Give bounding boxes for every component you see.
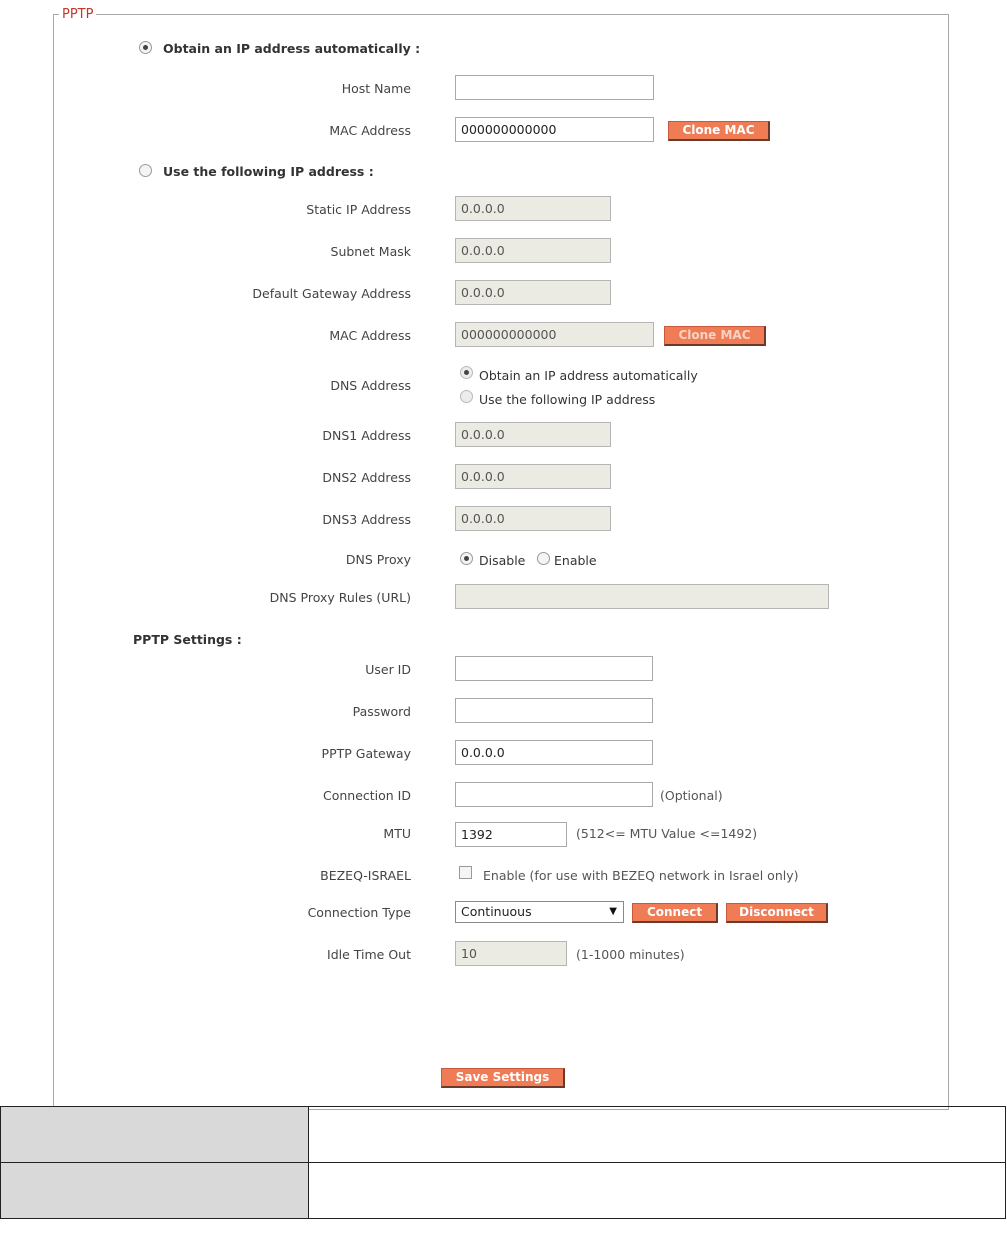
mtu-label: MTU [383, 826, 411, 841]
connection-id-label: Connection ID [322, 788, 411, 803]
pptp-settings-heading: PPTP Settings : [133, 632, 242, 647]
bezeq-enable-checkbox[interactable] [459, 866, 472, 879]
dns-proxy-rules-input[interactable] [455, 584, 829, 609]
dns-auto-radio[interactable] [460, 366, 473, 379]
table-value-cell [309, 1163, 1006, 1219]
host-name-input[interactable] [455, 75, 654, 100]
static-mac-label: MAC Address [329, 328, 411, 343]
description-table [0, 1106, 1006, 1219]
idle-timeout-label: Idle Time Out [327, 947, 411, 962]
password-label: Password [352, 704, 411, 719]
connection-type-label: Connection Type [307, 905, 411, 920]
subnet-mask-input[interactable] [455, 238, 611, 263]
mac-address-label: MAC Address [329, 123, 411, 138]
clone-mac-button[interactable]: Clone MAC [668, 121, 770, 141]
dns-proxy-enable-text: Enable [554, 553, 597, 568]
dns2-label: DNS2 Address [322, 470, 411, 485]
mac-address-input[interactable] [455, 117, 654, 142]
bezeq-israel-label: BEZEQ-ISRAEL [320, 868, 411, 883]
wan-static-radio[interactable] [139, 164, 152, 177]
user-id-input[interactable] [455, 656, 653, 681]
wan-static-label: Use the following IP address : [163, 164, 374, 179]
connection-type-value: Continuous [461, 904, 532, 919]
dns-auto-text: Obtain an IP address automatically [479, 368, 698, 383]
dns-proxy-disable-text: Disable [479, 553, 526, 568]
frame-right-border [948, 611, 949, 1110]
table-key-cell [1, 1107, 309, 1163]
disconnect-button[interactable]: Disconnect [726, 903, 828, 923]
default-gateway-label: Default Gateway Address [252, 286, 411, 301]
static-ip-input[interactable] [455, 196, 611, 221]
idle-timeout-note: (1-1000 minutes) [576, 947, 685, 962]
dns1-label: DNS1 Address [322, 428, 411, 443]
table-row [1, 1163, 1006, 1219]
save-settings-button[interactable]: Save Settings [441, 1068, 565, 1088]
dns1-input[interactable] [455, 422, 611, 447]
subnet-mask-label: Subnet Mask [330, 244, 411, 259]
dns-proxy-label: DNS Proxy [345, 552, 411, 567]
connection-id-input[interactable] [455, 782, 653, 807]
mtu-input[interactable] [455, 822, 567, 847]
dns2-input[interactable] [455, 464, 611, 489]
idle-timeout-input[interactable] [455, 941, 567, 966]
chevron-down-icon: ▼ [609, 906, 617, 917]
password-input[interactable] [455, 698, 653, 723]
host-name-label: Host Name [341, 81, 411, 96]
mtu-note: (512<= MTU Value <=1492) [576, 826, 758, 841]
connection-id-note: (Optional) [660, 788, 723, 803]
user-id-label: User ID [365, 662, 411, 677]
dns3-label: DNS3 Address [322, 512, 411, 527]
wan-auto-label: Obtain an IP address automatically : [163, 41, 421, 56]
dns-proxy-enable-radio[interactable] [537, 552, 550, 565]
dns-manual-text: Use the following IP address [479, 392, 656, 407]
dns3-input[interactable] [455, 506, 611, 531]
default-gateway-input[interactable] [455, 280, 611, 305]
static-mac-input[interactable] [455, 322, 654, 347]
dns-proxy-disable-radio[interactable] [460, 552, 473, 565]
table-value-cell [309, 1107, 1006, 1163]
pptp-gateway-label: PPTP Gateway [321, 746, 411, 761]
connection-type-select[interactable] [455, 901, 624, 923]
dns-manual-radio[interactable] [460, 390, 473, 403]
static-clone-mac-button[interactable]: Clone MAC [664, 326, 766, 346]
pptp-gateway-input[interactable] [455, 740, 653, 765]
static-ip-label: Static IP Address [306, 202, 411, 217]
wan-auto-radio[interactable] [139, 41, 152, 54]
dns-proxy-rules-label: DNS Proxy Rules (URL) [269, 590, 411, 605]
table-key-cell [1, 1163, 309, 1219]
bezeq-enable-text: Enable (for use with BEZEQ network in Israel only) [483, 868, 799, 883]
table-row [1, 1107, 1006, 1163]
dns-address-label: DNS Address [330, 378, 411, 393]
pptp-legend: PPTP [62, 7, 94, 22]
frame-left-border [53, 611, 54, 1110]
connect-button[interactable]: Connect [632, 903, 718, 923]
